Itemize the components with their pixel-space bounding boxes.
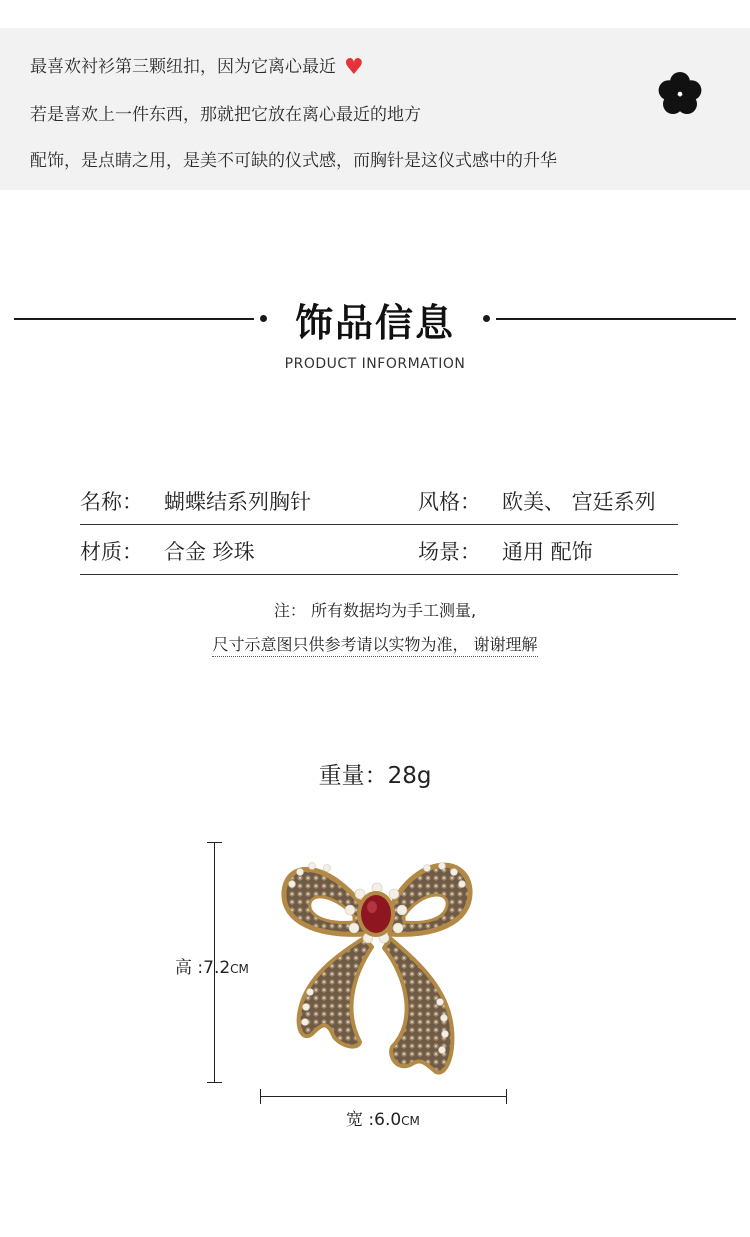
spec-scene-value: 通用 配饰	[502, 540, 593, 564]
title-dot-right	[483, 315, 490, 322]
width-cap-left	[260, 1089, 261, 1104]
intro-banner	[0, 28, 750, 190]
measurement-note: 注： 所有数据均为手工测量,	[273, 601, 477, 620]
intro-line-2: 若是喜欢上一件东西，那就把它放在离心最近的地方	[30, 105, 421, 125]
spec-scene-label: 场景：	[418, 540, 481, 564]
intro-line-1-text: 最喜欢衬衫第三颗纽扣，因为它离心最近	[30, 57, 336, 77]
height-label	[175, 953, 249, 978]
spec-row-1	[80, 474, 678, 525]
spec-style-label: 风格：	[418, 490, 481, 514]
section-title: 饰品信息	[294, 301, 455, 345]
bow-brooch-image	[272, 842, 482, 1082]
spec-name-label: 名称：	[80, 490, 143, 514]
intro-line-3: 配饰，是点睛之用，是美不可缺的仪式感，而胸针是这仪式感中的升华	[30, 151, 557, 171]
width-dimension-line	[260, 1096, 507, 1097]
height-value: 高 :7.2	[175, 958, 231, 978]
width-cap-right	[506, 1089, 507, 1104]
section-subtitle: PRODUCT INFORMATION	[284, 356, 466, 372]
height-cap-bottom	[207, 1082, 222, 1083]
spec-material-label: 材质：	[80, 540, 143, 564]
weight-label: 重量：28g	[318, 763, 432, 789]
intro-line-1	[30, 52, 364, 80]
height-unit: CM	[230, 962, 249, 976]
spec-style-value: 欧美、 宫廷系列	[502, 490, 656, 514]
width-unit: CM	[401, 1114, 420, 1128]
height-cap-top	[207, 842, 222, 843]
flower-icon	[656, 70, 704, 118]
width-label	[346, 1105, 420, 1130]
spec-name-value: 蝴蝶结系列胸针	[164, 490, 311, 514]
heart-icon: ♥	[344, 55, 364, 80]
spec-material-value: 合金 珍珠	[164, 540, 255, 564]
width-value: 宽 :6.0	[346, 1110, 402, 1130]
title-rule-right	[496, 318, 736, 320]
reference-note	[0, 632, 750, 655]
reference-note-text: 尺寸示意图只供参考请以实物为准， 谢谢理解	[212, 635, 537, 657]
spec-row-2	[80, 524, 678, 575]
